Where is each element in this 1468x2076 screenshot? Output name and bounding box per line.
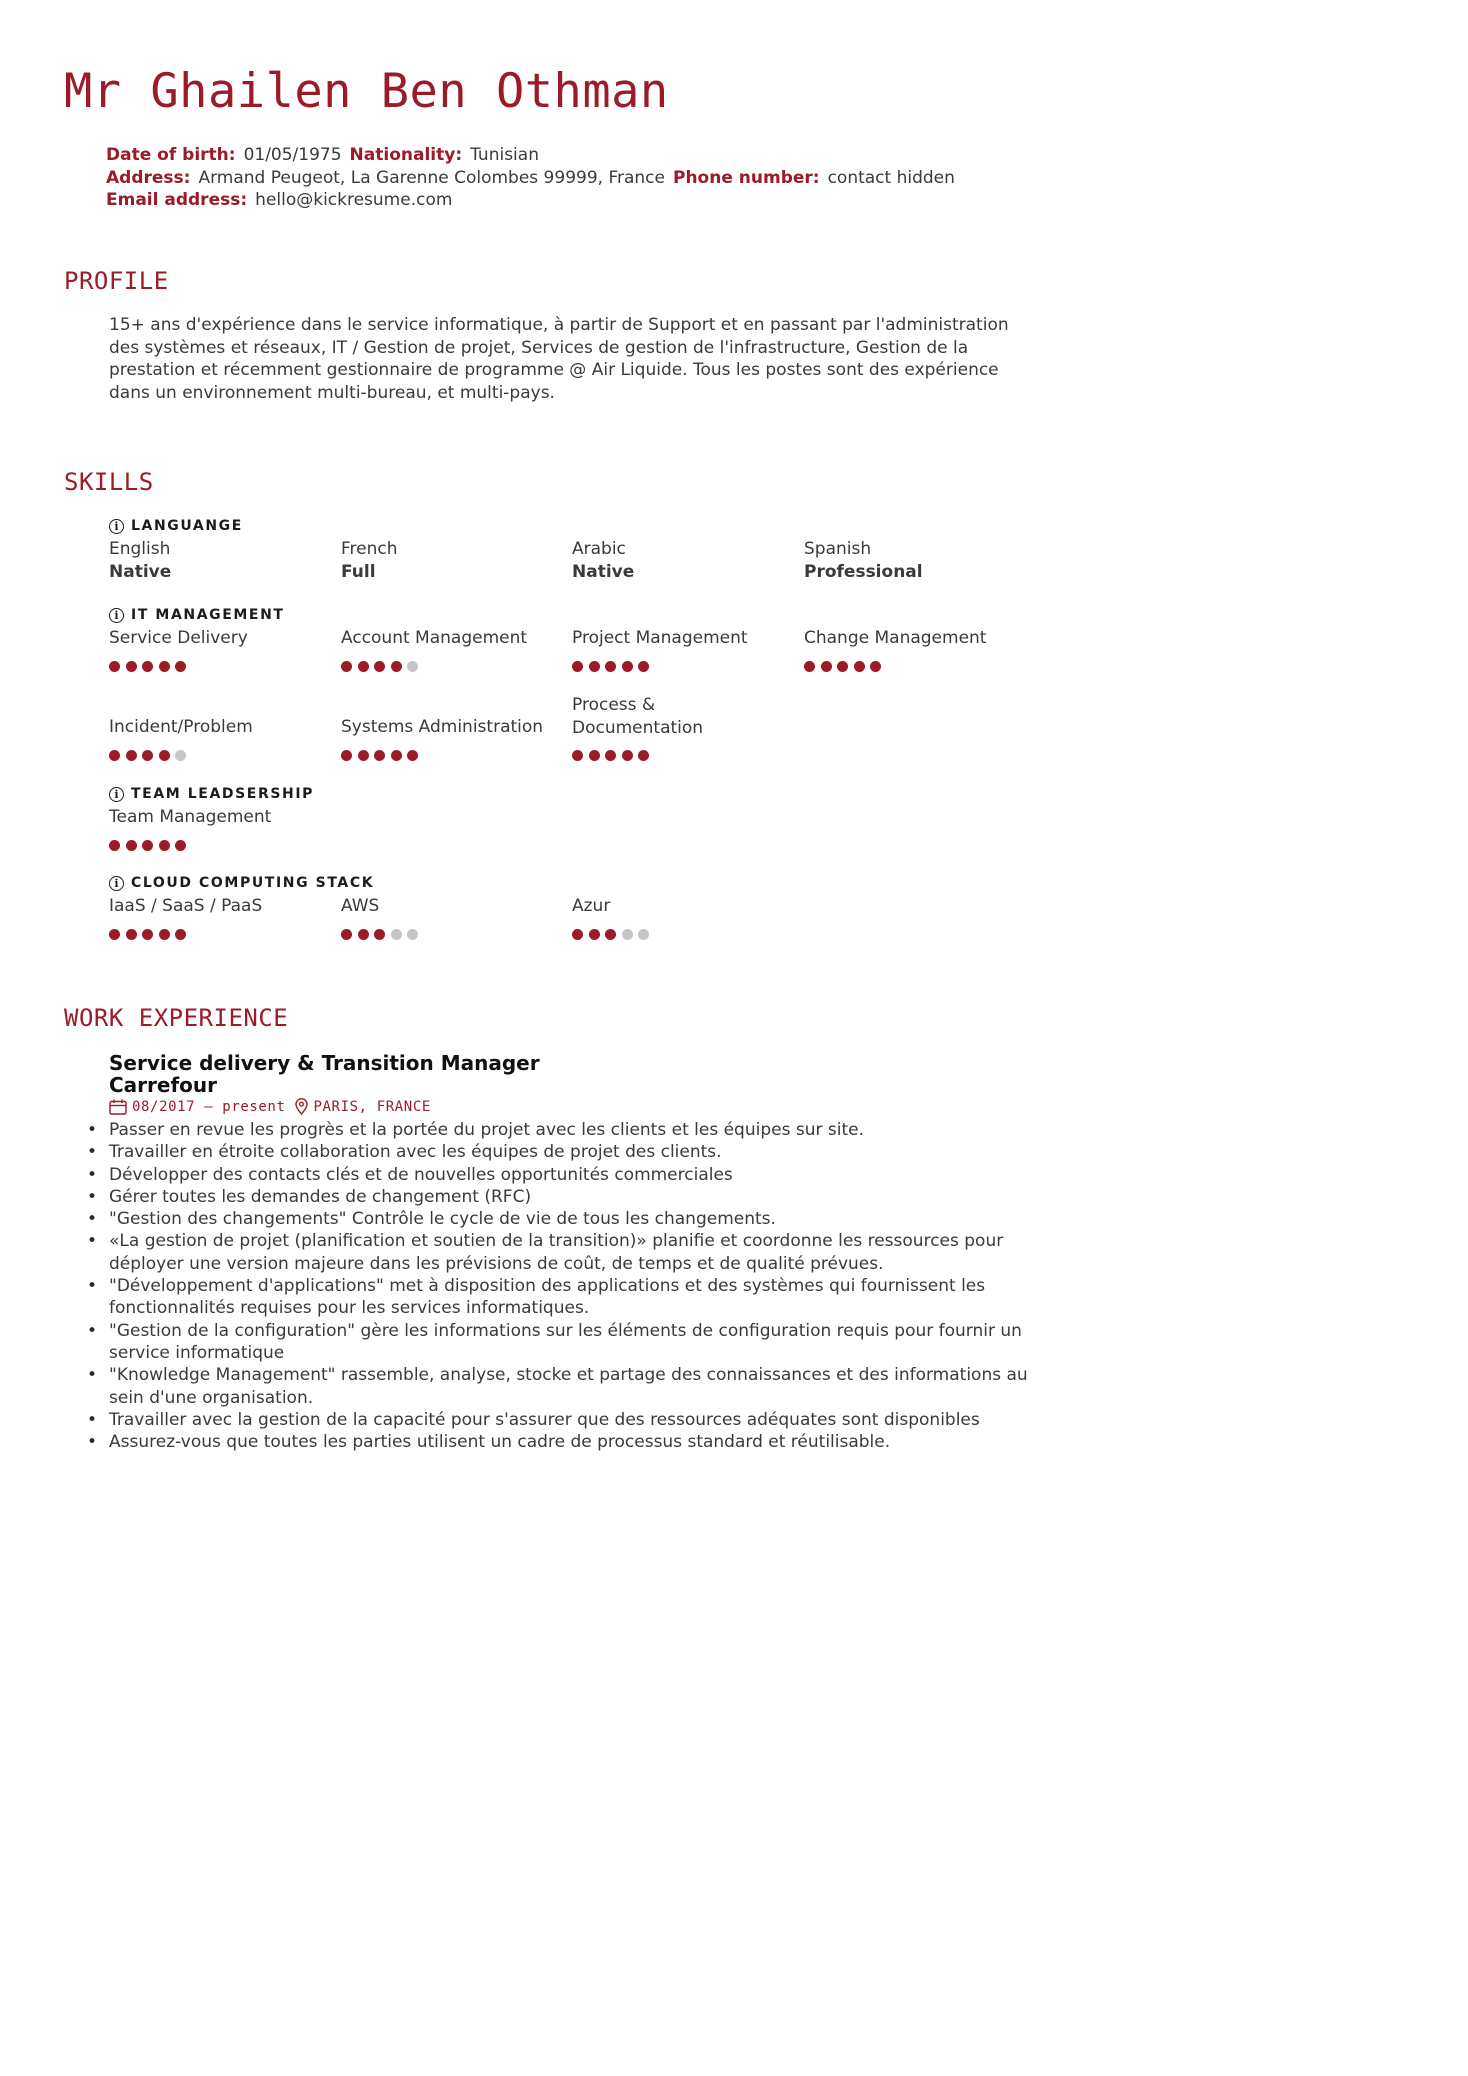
skill-category-language <box>109 518 243 534</box>
skill-item <box>341 895 551 918</box>
rating-dot-filled <box>407 750 418 761</box>
rating-dot-filled <box>175 661 186 672</box>
email-label: Email address: <box>106 190 248 210</box>
rating-dot-filled <box>341 661 352 672</box>
skill-name: Azur <box>572 896 611 916</box>
rating-dot-filled <box>391 661 402 672</box>
skill-name: Account Management <box>341 628 528 648</box>
rating-dot-filled <box>622 750 633 761</box>
rating-dot-filled <box>109 840 120 851</box>
rating-dot-filled <box>391 750 402 761</box>
rating-dot-filled <box>374 750 385 761</box>
skill-name: Team Management <box>109 807 272 827</box>
skills-heading: SKILLS <box>64 468 154 496</box>
info-icon: i <box>109 519 124 534</box>
job-duties-list <box>84 1119 1044 1453</box>
rating-dot-empty <box>407 929 418 940</box>
skill-item <box>341 538 551 583</box>
skill-category-label: LANGUANGE <box>131 518 243 534</box>
rating-dot-filled <box>589 929 600 940</box>
rating-dot-filled <box>572 929 583 940</box>
skill-category-cloud-computing <box>109 875 374 891</box>
rating-dot-filled <box>142 840 153 851</box>
info-icon: i <box>109 876 124 891</box>
nationality-value: Tunisian <box>470 145 539 165</box>
rating-dot-filled <box>358 929 369 940</box>
skill-rating <box>341 661 418 672</box>
email-value[interactable]: hello@kickresume.com <box>255 190 453 210</box>
list-item: • "Knowledge Management" rassemble, analyse, stocke et partage des connaissances et des informations au sein d'une organisation. <box>84 1364 1044 1409</box>
skill-name: Arabic <box>572 539 626 559</box>
rating-dot-filled <box>638 750 649 761</box>
address-label: Address: <box>106 167 191 188</box>
work-experience-heading: WORK EXPERIENCE <box>64 1004 289 1032</box>
rating-dot-filled <box>572 661 583 672</box>
rating-dot-filled <box>374 661 385 672</box>
skill-rating <box>109 840 186 851</box>
rating-dot-empty <box>175 750 186 761</box>
dob-label: Date of birth: <box>106 145 236 165</box>
skill-item <box>109 538 319 583</box>
contact-line-3 <box>106 189 1066 212</box>
rating-dot-empty <box>622 929 633 940</box>
rating-dot-filled <box>821 661 832 672</box>
skill-name: Spanish <box>804 539 872 559</box>
job-title: Service delivery & Transition Manager <box>109 1051 540 1075</box>
rating-dot-filled <box>159 929 170 940</box>
skill-item <box>572 627 782 650</box>
rating-dot-empty <box>638 929 649 940</box>
skill-rating <box>572 661 649 672</box>
rating-dot-filled <box>142 929 153 940</box>
calendar-icon <box>109 1099 127 1115</box>
skill-name: French <box>341 539 398 559</box>
list-item: • Assurez-vous que toutes les parties utilisent un cadre de processus standard et réutilisable. <box>84 1431 1044 1453</box>
rating-dot-filled <box>622 661 633 672</box>
skill-item <box>572 694 782 739</box>
rating-dot-filled <box>374 929 385 940</box>
info-icon: i <box>109 787 124 802</box>
rating-dot-filled <box>341 750 352 761</box>
contact-line-1 <box>106 144 1066 167</box>
list-item: • Travailler en étroite collaboration avec les équipes de projet des clients. <box>84 1141 1044 1163</box>
skill-category-it-management <box>109 607 285 623</box>
skill-level: Full <box>341 561 376 582</box>
skill-rating <box>109 661 186 672</box>
skill-item <box>341 716 551 739</box>
skill-rating <box>341 750 418 761</box>
dob-value: 01/05/1975 <box>243 145 342 165</box>
skill-name: Systems Administration <box>341 717 544 737</box>
skill-category-label: IT MANAGEMENT <box>131 607 285 623</box>
list-item: • Gérer toutes les demandes de changement (RFC) <box>84 1186 1044 1208</box>
skill-name: AWS <box>341 896 380 916</box>
skill-level: Native <box>572 561 635 582</box>
rating-dot-filled <box>142 661 153 672</box>
rating-dot-filled <box>358 750 369 761</box>
skill-rating <box>109 929 186 940</box>
phone-value: contact hidden <box>827 167 955 188</box>
rating-dot-filled <box>589 750 600 761</box>
rating-dot-filled <box>126 840 137 851</box>
rating-dot-filled <box>605 750 616 761</box>
rating-dot-filled <box>605 929 616 940</box>
profile-heading: PROFILE <box>64 267 169 295</box>
skill-rating <box>804 661 881 672</box>
rating-dot-filled <box>126 929 137 940</box>
skill-category-label: TEAM LEADSERSHIP <box>131 786 314 802</box>
skill-item <box>804 627 1014 650</box>
rating-dot-filled <box>159 840 170 851</box>
list-item: • «La gestion de projet (planification et soutien de la transition)» planifie et coordonne les ressources pour déployer une version majeure dans les prévisions de coût, de temps et de qualité prévues. <box>84 1230 1044 1275</box>
phone-label: Phone number: <box>672 167 820 188</box>
rating-dot-filled <box>142 750 153 761</box>
rating-dot-filled <box>638 661 649 672</box>
rating-dot-empty <box>391 929 402 940</box>
address-value: Armand Peugeot, La Garenne Colombes 99999, France <box>198 167 665 188</box>
rating-dot-filled <box>175 929 186 940</box>
skill-item <box>109 806 319 829</box>
rating-dot-filled <box>804 661 815 672</box>
rating-dot-filled <box>126 661 137 672</box>
rating-dot-filled <box>109 929 120 940</box>
rating-dot-filled <box>605 661 616 672</box>
skill-name: English <box>109 539 171 559</box>
skill-item <box>341 627 551 650</box>
skill-category-label: CLOUD COMPUTING STACK <box>131 875 375 891</box>
contact-line-2 <box>106 167 1066 190</box>
rating-dot-filled <box>126 750 137 761</box>
skill-item <box>109 895 319 918</box>
rating-dot-filled <box>341 929 352 940</box>
contact-details <box>106 144 1066 212</box>
rating-dot-filled <box>589 661 600 672</box>
skill-item <box>804 538 1014 583</box>
skill-item <box>572 895 782 918</box>
rating-dot-filled <box>572 750 583 761</box>
job-location: PARIS, FRANCE <box>313 1098 431 1115</box>
rating-dot-filled <box>159 750 170 761</box>
rating-dot-filled <box>159 661 170 672</box>
location-pin-icon <box>295 1098 308 1115</box>
skill-name-line: Process & <box>572 695 656 715</box>
skill-rating <box>109 750 186 761</box>
rating-dot-filled <box>358 661 369 672</box>
skill-item <box>109 716 319 739</box>
list-item: • Passer en revue les progrès et la portée du projet avec les clients et les équipes sur site. <box>84 1119 1044 1141</box>
list-item: • "Gestion des changements" Contrôle le cycle de vie de tous les changements. <box>84 1208 1044 1230</box>
profile-text: 15+ ans d'expérience dans le service informatique, à partir de Support et en passant par l'administration des systèmes et réseaux, IT / Gestion de projet, Services de gestion de l'infrastructure, Gestion de la prestation et récemment gestionnaire de programme @ Air Liquide. Tous les postes sont des expérience dans un environnement multi-bureau, et multi-pays. <box>109 315 1009 403</box>
skill-item <box>572 538 782 583</box>
skill-rating <box>572 929 649 940</box>
rating-dot-filled <box>109 750 120 761</box>
skill-name: Service Delivery <box>109 628 248 648</box>
skill-category-team-leadership <box>109 786 314 802</box>
nationality-label: Nationality: <box>349 145 463 165</box>
candidate-name: Mr Ghailen Ben Othman <box>64 64 669 119</box>
skill-level: Native <box>109 561 172 582</box>
list-item: • "Développement d'applications" met à disposition des applications et des systèmes qui fournissent les fonctionnalités requises pour les services informatiques. <box>84 1275 1044 1320</box>
info-icon: i <box>109 608 124 623</box>
skill-rating <box>341 929 418 940</box>
skill-name: Incident/Problem <box>109 717 253 737</box>
skill-name: IaaS / SaaS / PaaS <box>109 896 263 916</box>
list-item: • "Gestion de la configuration" gère les informations sur les éléments de configuration requis pour fournir un service informatique <box>84 1320 1044 1365</box>
skill-item <box>109 627 319 650</box>
skill-name: Change Management <box>804 628 987 648</box>
rating-dot-filled <box>870 661 881 672</box>
skill-name: Project Management <box>572 628 748 648</box>
job-meta <box>109 1098 431 1115</box>
skill-name-line: Documentation <box>572 717 704 738</box>
rating-dot-empty <box>407 661 418 672</box>
skill-rating <box>572 750 649 761</box>
list-item: • Travailler avec la gestion de la capacité pour s'assurer que des ressources adéquates sont disponibles <box>84 1409 1044 1431</box>
job-dates: 08/2017 – present <box>132 1098 286 1115</box>
list-item: • Développer des contacts clés et de nouvelles opportunités commerciales <box>84 1164 1044 1186</box>
rating-dot-filled <box>854 661 865 672</box>
rating-dot-filled <box>837 661 848 672</box>
company-name: Carrefour <box>109 1073 218 1097</box>
skill-level: Professional <box>804 561 923 582</box>
rating-dot-filled <box>109 661 120 672</box>
rating-dot-filled <box>175 840 186 851</box>
